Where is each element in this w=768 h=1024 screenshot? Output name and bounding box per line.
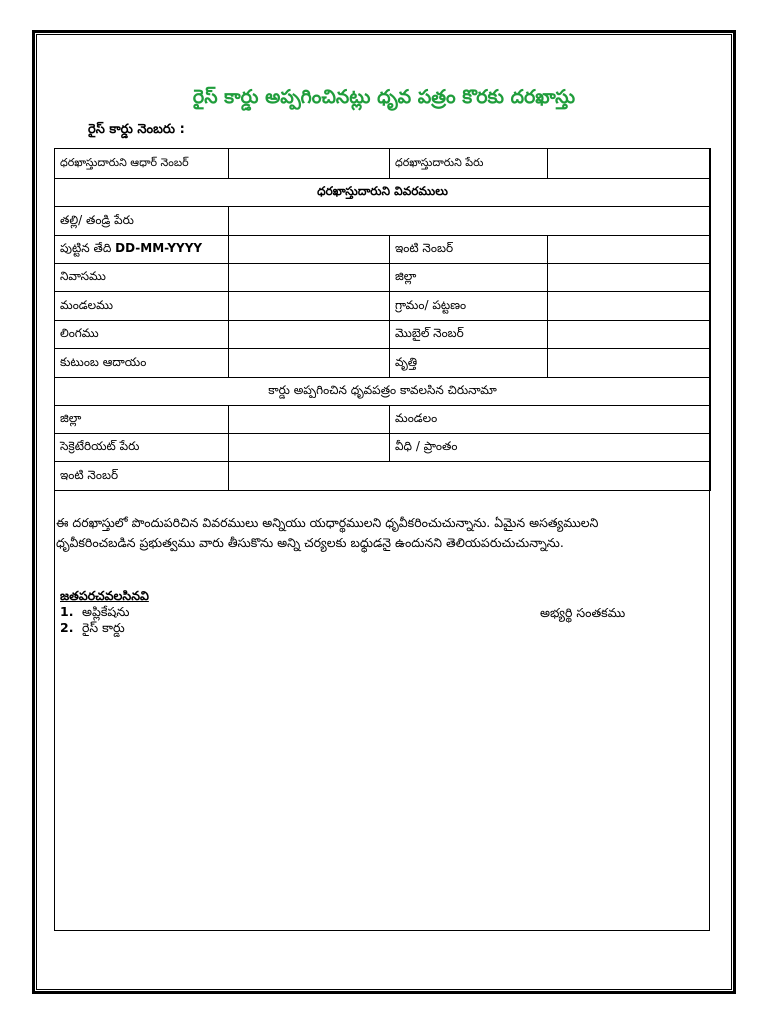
addr-district-label: జిల్లా <box>55 406 229 434</box>
dob-label <box>55 236 229 264</box>
table-row <box>55 434 711 462</box>
declaration-line-1: ఈ దరఖాస్తులో పొందుపరిచిన వివరములు అన్నియు యధార్థములని ధృవీకరించుచున్నాను. ఏమైన అసత్యములని <box>56 515 599 530</box>
declaration-line-2: ధృవీకరించబడిన ప్రభుత్వము వారు తీసుకొను అన్ని చర్యలకు బధ్ధుడనై ఉందునని తెలియపరుచుచున్నాను. <box>56 535 564 550</box>
village-label: గ్రామం/ పట్టణం <box>390 292 548 321</box>
application-table <box>54 148 711 491</box>
district-field[interactable] <box>548 264 711 292</box>
table-row <box>55 292 711 321</box>
applicant-name-label: ధరఖాస్తుదారుని పేరు <box>390 149 548 179</box>
rice-card-number-label: రైస్ కార్డు నెంబరు : <box>88 122 185 137</box>
secretariat-label: సెక్రెటేరియట్ పేరు <box>55 434 229 462</box>
table-row <box>55 378 711 406</box>
family-income-field[interactable] <box>229 349 390 378</box>
enclosures-list <box>60 588 149 636</box>
addr-district-field[interactable] <box>229 406 390 434</box>
declaration-text <box>56 513 708 553</box>
addr-mandal-label: మండలం <box>390 406 711 434</box>
house-no-label: ఇంటి నెంబర్ <box>390 236 548 264</box>
district-label: జిల్లా <box>390 264 548 292</box>
aadhaar-field[interactable] <box>229 149 390 179</box>
list-item-label: రైస్ కార్డు <box>82 620 125 635</box>
village-field[interactable] <box>548 292 711 321</box>
table-row <box>55 321 711 349</box>
table-row <box>55 236 711 264</box>
addr-house-no-label: ఇంటి నెంబర్ <box>55 462 229 491</box>
table-row <box>55 207 711 236</box>
list-item <box>60 620 149 636</box>
form-title: రైస్ కార్డు అప్పగించినట్లు ధృవ పత్రం కొరకు దరఖాస్తు <box>192 86 576 108</box>
family-income-label: కుటుంబ ఆదాయం <box>55 349 229 378</box>
parent-name-label: తల్లి/ తండ్రి పేరు <box>55 207 229 236</box>
table-row <box>55 264 711 292</box>
list-item-number: 1. <box>60 604 74 619</box>
street-label: వీధి / ప్రాంతం <box>390 434 711 462</box>
residence-label: నివాసము <box>55 264 229 292</box>
table-row <box>55 349 711 378</box>
enclosures-title: జతపరచవలసినవి <box>60 588 149 603</box>
address-heading: కార్డు అప్పగించిన ధృవపత్రం కావలసిన చిరునామా <box>55 378 711 406</box>
mobile-label: మొబైల్ నెంబర్ <box>390 321 548 349</box>
mandal-label: మండలము <box>55 292 229 321</box>
dob-label-text: పుట్టిన తేది <box>60 241 112 255</box>
table-row <box>55 406 711 434</box>
gender-label: లింగము <box>55 321 229 349</box>
list-item <box>60 604 149 620</box>
mobile-field[interactable] <box>548 321 711 349</box>
secretariat-field[interactable] <box>229 434 390 462</box>
occupation-label: వృత్తి <box>390 349 548 378</box>
gender-field[interactable] <box>229 321 390 349</box>
table-row <box>55 179 711 207</box>
occupation-field[interactable] <box>548 349 711 378</box>
house-no-field[interactable] <box>548 236 711 264</box>
signature-label: అభ్యర్థి సంతకము <box>540 605 626 620</box>
applicant-name-field[interactable] <box>548 149 711 179</box>
parent-name-field[interactable] <box>229 207 711 236</box>
table-row <box>55 149 711 179</box>
dob-format: DD-MM-YYYY <box>115 241 203 255</box>
table-row <box>55 462 711 491</box>
mandal-field[interactable] <box>229 292 390 321</box>
addr-house-no-field[interactable] <box>229 462 711 491</box>
list-item-number: 2. <box>60 620 74 635</box>
dob-field[interactable] <box>229 236 390 264</box>
residence-field[interactable] <box>229 264 390 292</box>
aadhaar-label: ధరఖాస్తుదారుని ఆధార్ నెంబర్ <box>55 149 229 179</box>
list-item-label: అప్లికేషను <box>82 604 130 619</box>
applicant-details-heading: ధరఖాస్తుదారుని వివరములు <box>55 179 711 207</box>
